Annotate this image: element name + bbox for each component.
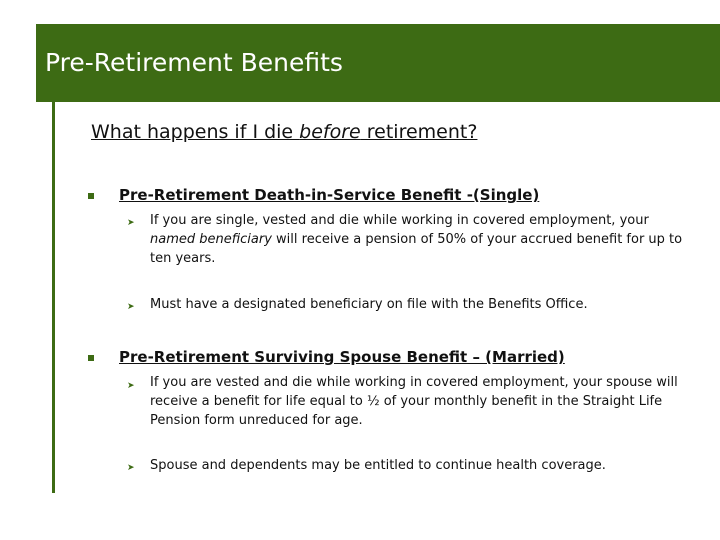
left-divider <box>52 102 55 493</box>
question-prefix: What happens if I die <box>91 121 300 143</box>
bullet-text: Must have a designated beneficiary on file with the Benefits Office. <box>150 297 588 312</box>
square-bullet-icon <box>88 355 94 361</box>
bullet-text-emphasis: named beneficiary <box>150 232 272 247</box>
bullet-text: Spouse and dependents may be entitled to continue health coverage. <box>150 458 606 473</box>
bullet-text-part: will receive a pension of 50% of your accrued benefit for up to ten years. <box>150 232 683 266</box>
slide-question <box>91 121 477 143</box>
section-heading: Pre-Retirement Surviving Spouse Benefit – (Married) <box>119 348 565 366</box>
question-suffix: retirement? <box>360 121 478 143</box>
square-bullet-icon <box>88 193 94 199</box>
title-bar <box>36 24 720 102</box>
arrow-bullet-icon: ➤ <box>127 302 135 312</box>
bullet-text <box>150 211 685 268</box>
bullet-text-part: If you are single, vested and die while working in covered employment, your <box>150 213 649 228</box>
arrow-bullet-icon: ➤ <box>127 463 135 473</box>
slide-title: Pre-Retirement Benefits <box>45 48 343 77</box>
bullet-text: If you are vested and die while working in covered employment, your spouse will receive a benefit for life equal to ½ of your monthly benefit in the Straight Life Pension form unreduced for age. <box>150 375 678 428</box>
section-heading: Pre-Retirement Death-in-Service Benefit -(Single) <box>119 186 540 204</box>
question-emphasis: before <box>299 121 361 143</box>
arrow-bullet-icon: ➤ <box>127 381 135 391</box>
arrow-bullet-icon: ➤ <box>127 218 135 228</box>
